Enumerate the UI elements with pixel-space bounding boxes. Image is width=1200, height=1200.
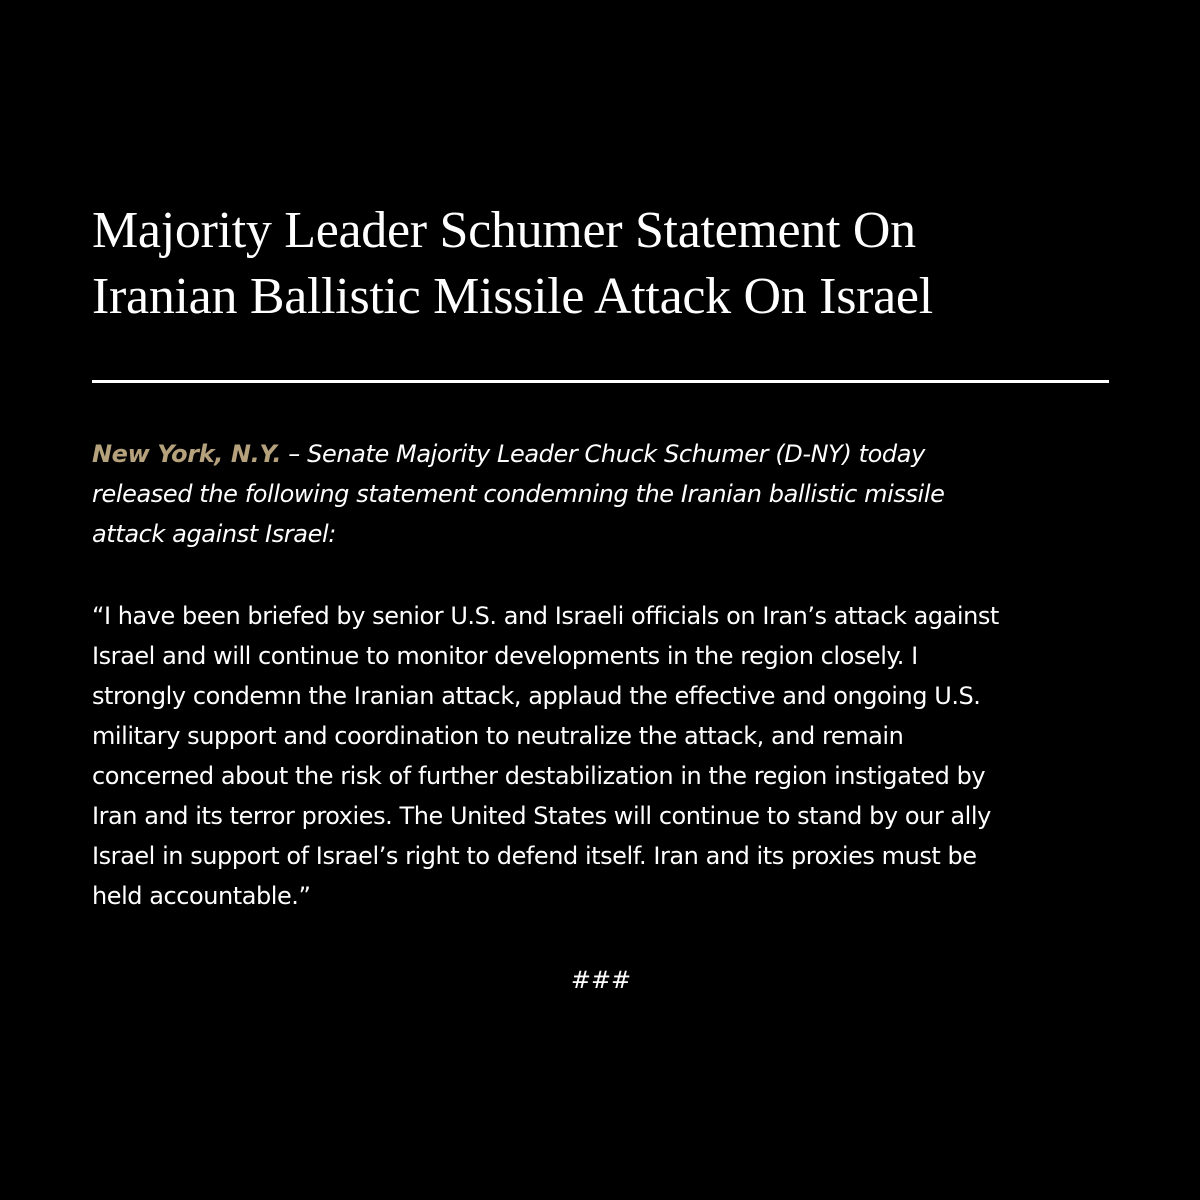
dateline-paragraph [92,434,1102,554]
quote-line: concerned about the risk of further destabilization in the region instigated by [92,762,986,790]
quote-line: military support and coordination to neutralize the attack, and remain [92,722,904,750]
dateline-text-3: attack against Israel: [92,520,336,548]
quote-line: held accountable.” [92,882,311,910]
title-line-1: Majority Leader Schumer Statement On [92,202,916,259]
quote-line: Iran and its terror proxies. The United States will continue to stand by our ally [92,802,991,830]
quote-line: “I have been briefed by senior U.S. and Israeli officials on Iran’s attack against [92,602,999,630]
title-line-2: Iranian Ballistic Missile Attack On Israel [92,268,933,325]
dateline-text-1: – Senate Majority Leader Chuck Schumer (D-NY) today [281,440,925,468]
statement-quote [92,596,1110,916]
page-title [92,198,1110,330]
divider [92,380,1109,383]
quote-line: strongly condemn the Iranian attack, applaud the effective and ongoing U.S. [92,682,981,710]
dateline-location: New York, N.Y. [92,440,282,468]
press-release [92,0,1110,1200]
end-mark: ### [570,966,632,994]
quote-line: Israel and will continue to monitor developments in the region closely. I [92,642,918,670]
quote-line: Israel in support of Israel’s right to defend itself. Iran and its proxies must be [92,842,977,870]
dateline-text-2: released the following statement condemning the Iranian ballistic missile [92,480,945,508]
